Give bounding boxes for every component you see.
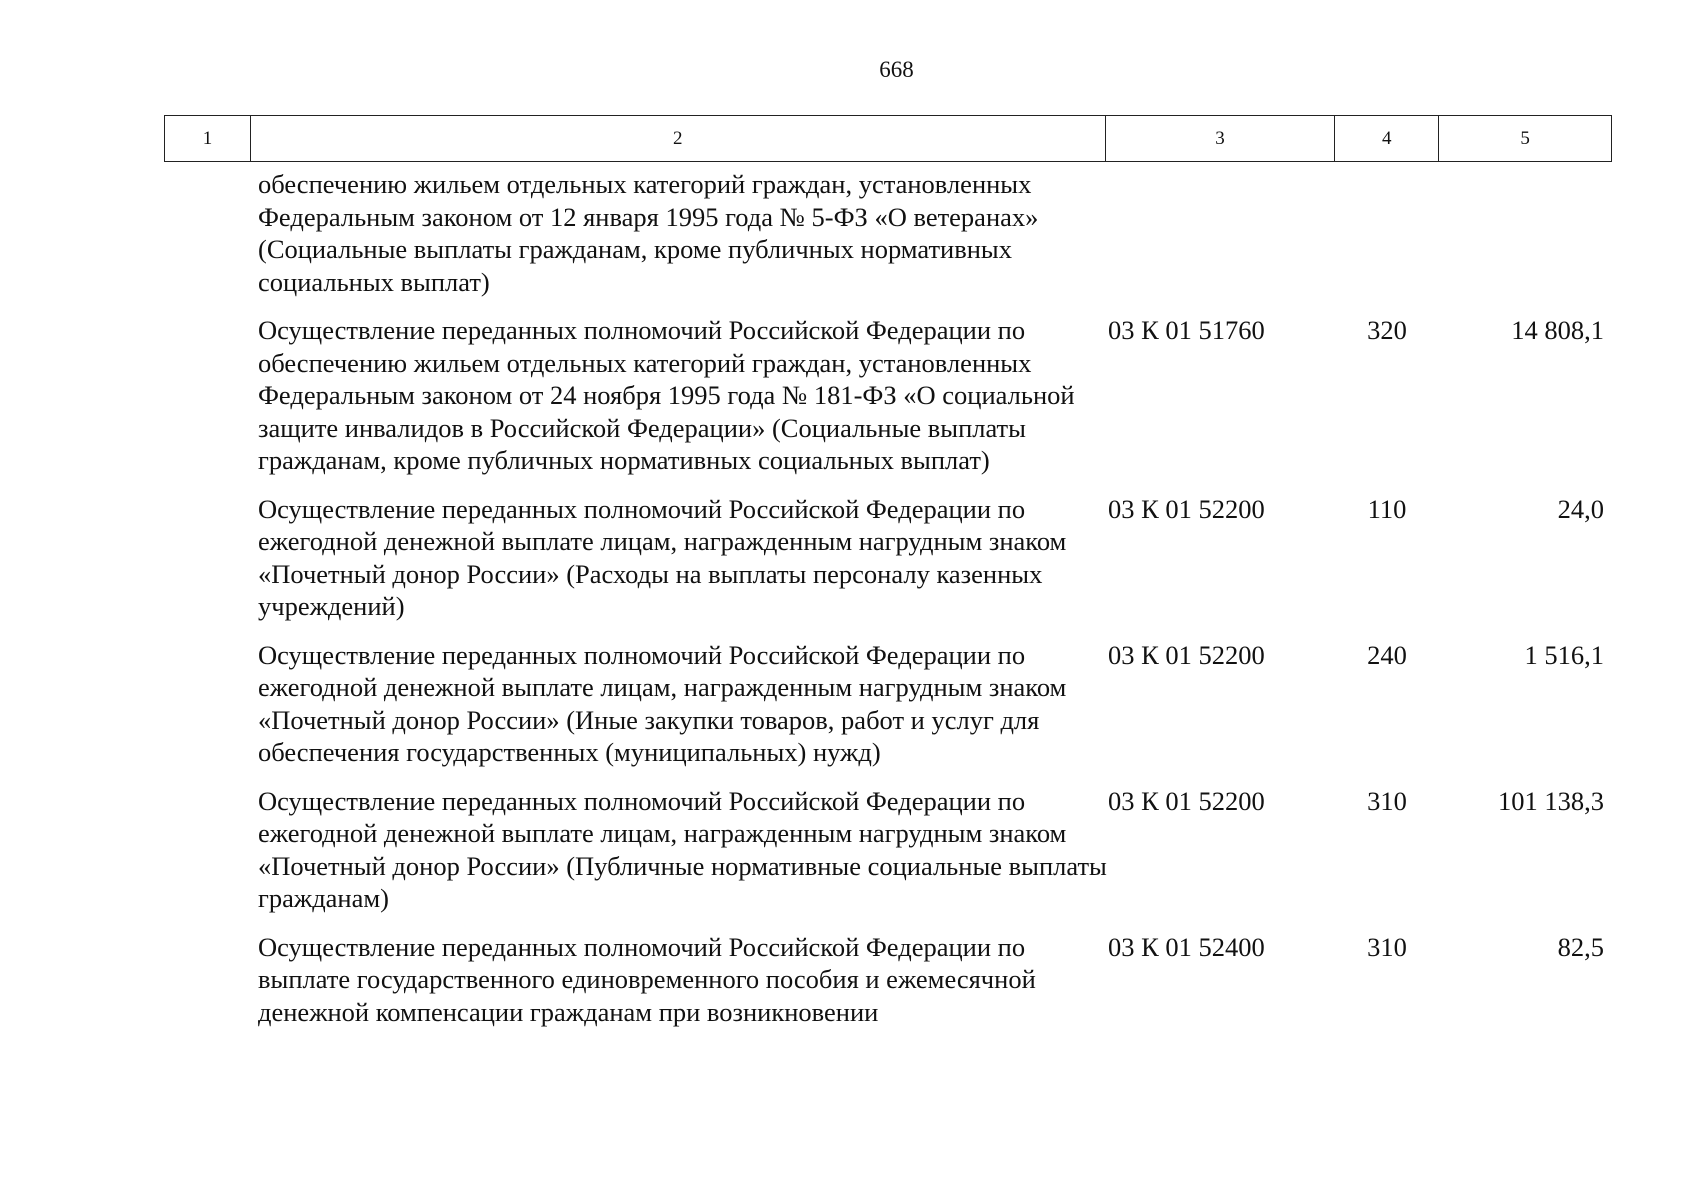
row-description: Осуществление переданных полномочий Российской Федерации по выплате государственного единовременного пособия и ежемесячной денежной компенсации гражданам при возникновении	[258, 931, 1036, 1027]
row-code: 03 К 01 52200	[1108, 493, 1265, 524]
header-col-3: 3	[1106, 116, 1336, 161]
row-sum: 1 516,1	[1524, 639, 1604, 670]
row-description: Осуществление переданных полномочий Российской Федерации по ежегодной денежной выплате лицам, награжденным нагрудным знаком «Почетный донор России» (Публичные нормативные социальные выплаты гражданам)	[258, 785, 1107, 913]
row-code: 03 К 01 51760	[1108, 315, 1265, 345]
row-description: обеспечению жильем отдельных категорий граждан, установленных Федеральным законом от 12 января 1995 года № 5-ФЗ «О ветеранах» (Социальные выплаты гражданам, кроме публичных нормативных социальных выплат)	[258, 169, 1039, 297]
table-header	[164, 115, 1612, 162]
row-code: 03 К 01 52200	[1108, 639, 1265, 670]
row-description: Осуществление переданных полномочий Российской Федерации по ежегодной денежной выплате лицам, награжденным нагрудным знаком «Почетный донор России» (Расходы на выплаты персоналу казенных учреждений)	[258, 493, 1067, 621]
row-expense-type: 310	[1367, 931, 1407, 962]
row-expense-type: 320	[1367, 315, 1407, 345]
table-row	[258, 931, 1608, 1029]
row-code	[1108, 168, 1338, 298]
row-sum: 101 138,3	[1498, 785, 1604, 816]
header-col-4: 4	[1335, 116, 1439, 161]
page-number: 668	[879, 57, 914, 82]
header-col-2: 2	[251, 116, 1106, 161]
header-col-1: 1	[165, 116, 251, 161]
row-sum: 14 808,1	[1511, 315, 1604, 345]
table-body	[258, 168, 1608, 1044]
row-sum: 82,5	[1557, 931, 1604, 962]
row-expense-type: 110	[1367, 493, 1407, 524]
row-expense-type	[1338, 168, 1442, 298]
row-code: 03 К 01 52200	[1108, 785, 1265, 816]
table-row	[258, 639, 1608, 769]
row-expense-type: 310	[1367, 785, 1407, 816]
table-row	[258, 785, 1608, 915]
row-expense-type: 240	[1367, 639, 1407, 670]
row-sum	[1442, 168, 1604, 298]
row-code: 03 К 01 52400	[1108, 931, 1265, 962]
table-row	[258, 314, 1608, 477]
table-row	[258, 168, 1608, 298]
row-sum: 24,0	[1557, 493, 1604, 524]
row-description: Осуществление переданных полномочий Российской Федерации по обеспечению жильем отдельных категорий граждан, установленных Федеральным законом от 24 ноября 1995 года № 181-ФЗ «О социальной защите инвалидов в Российской Федерации» (Социальные выплаты гражданам, кроме публичных нормативных социальных выплат)	[258, 315, 1075, 475]
row-description: Осуществление переданных полномочий Российской Федерации по ежегодной денежной выплате лицам, награжденным нагрудным знаком «Почетный донор России» (Иные закупки товаров, работ и услуг для обеспечения государственных (муниципальных) нужд)	[258, 639, 1067, 767]
table-row	[258, 493, 1608, 623]
header-col-5: 5	[1520, 127, 1530, 149]
